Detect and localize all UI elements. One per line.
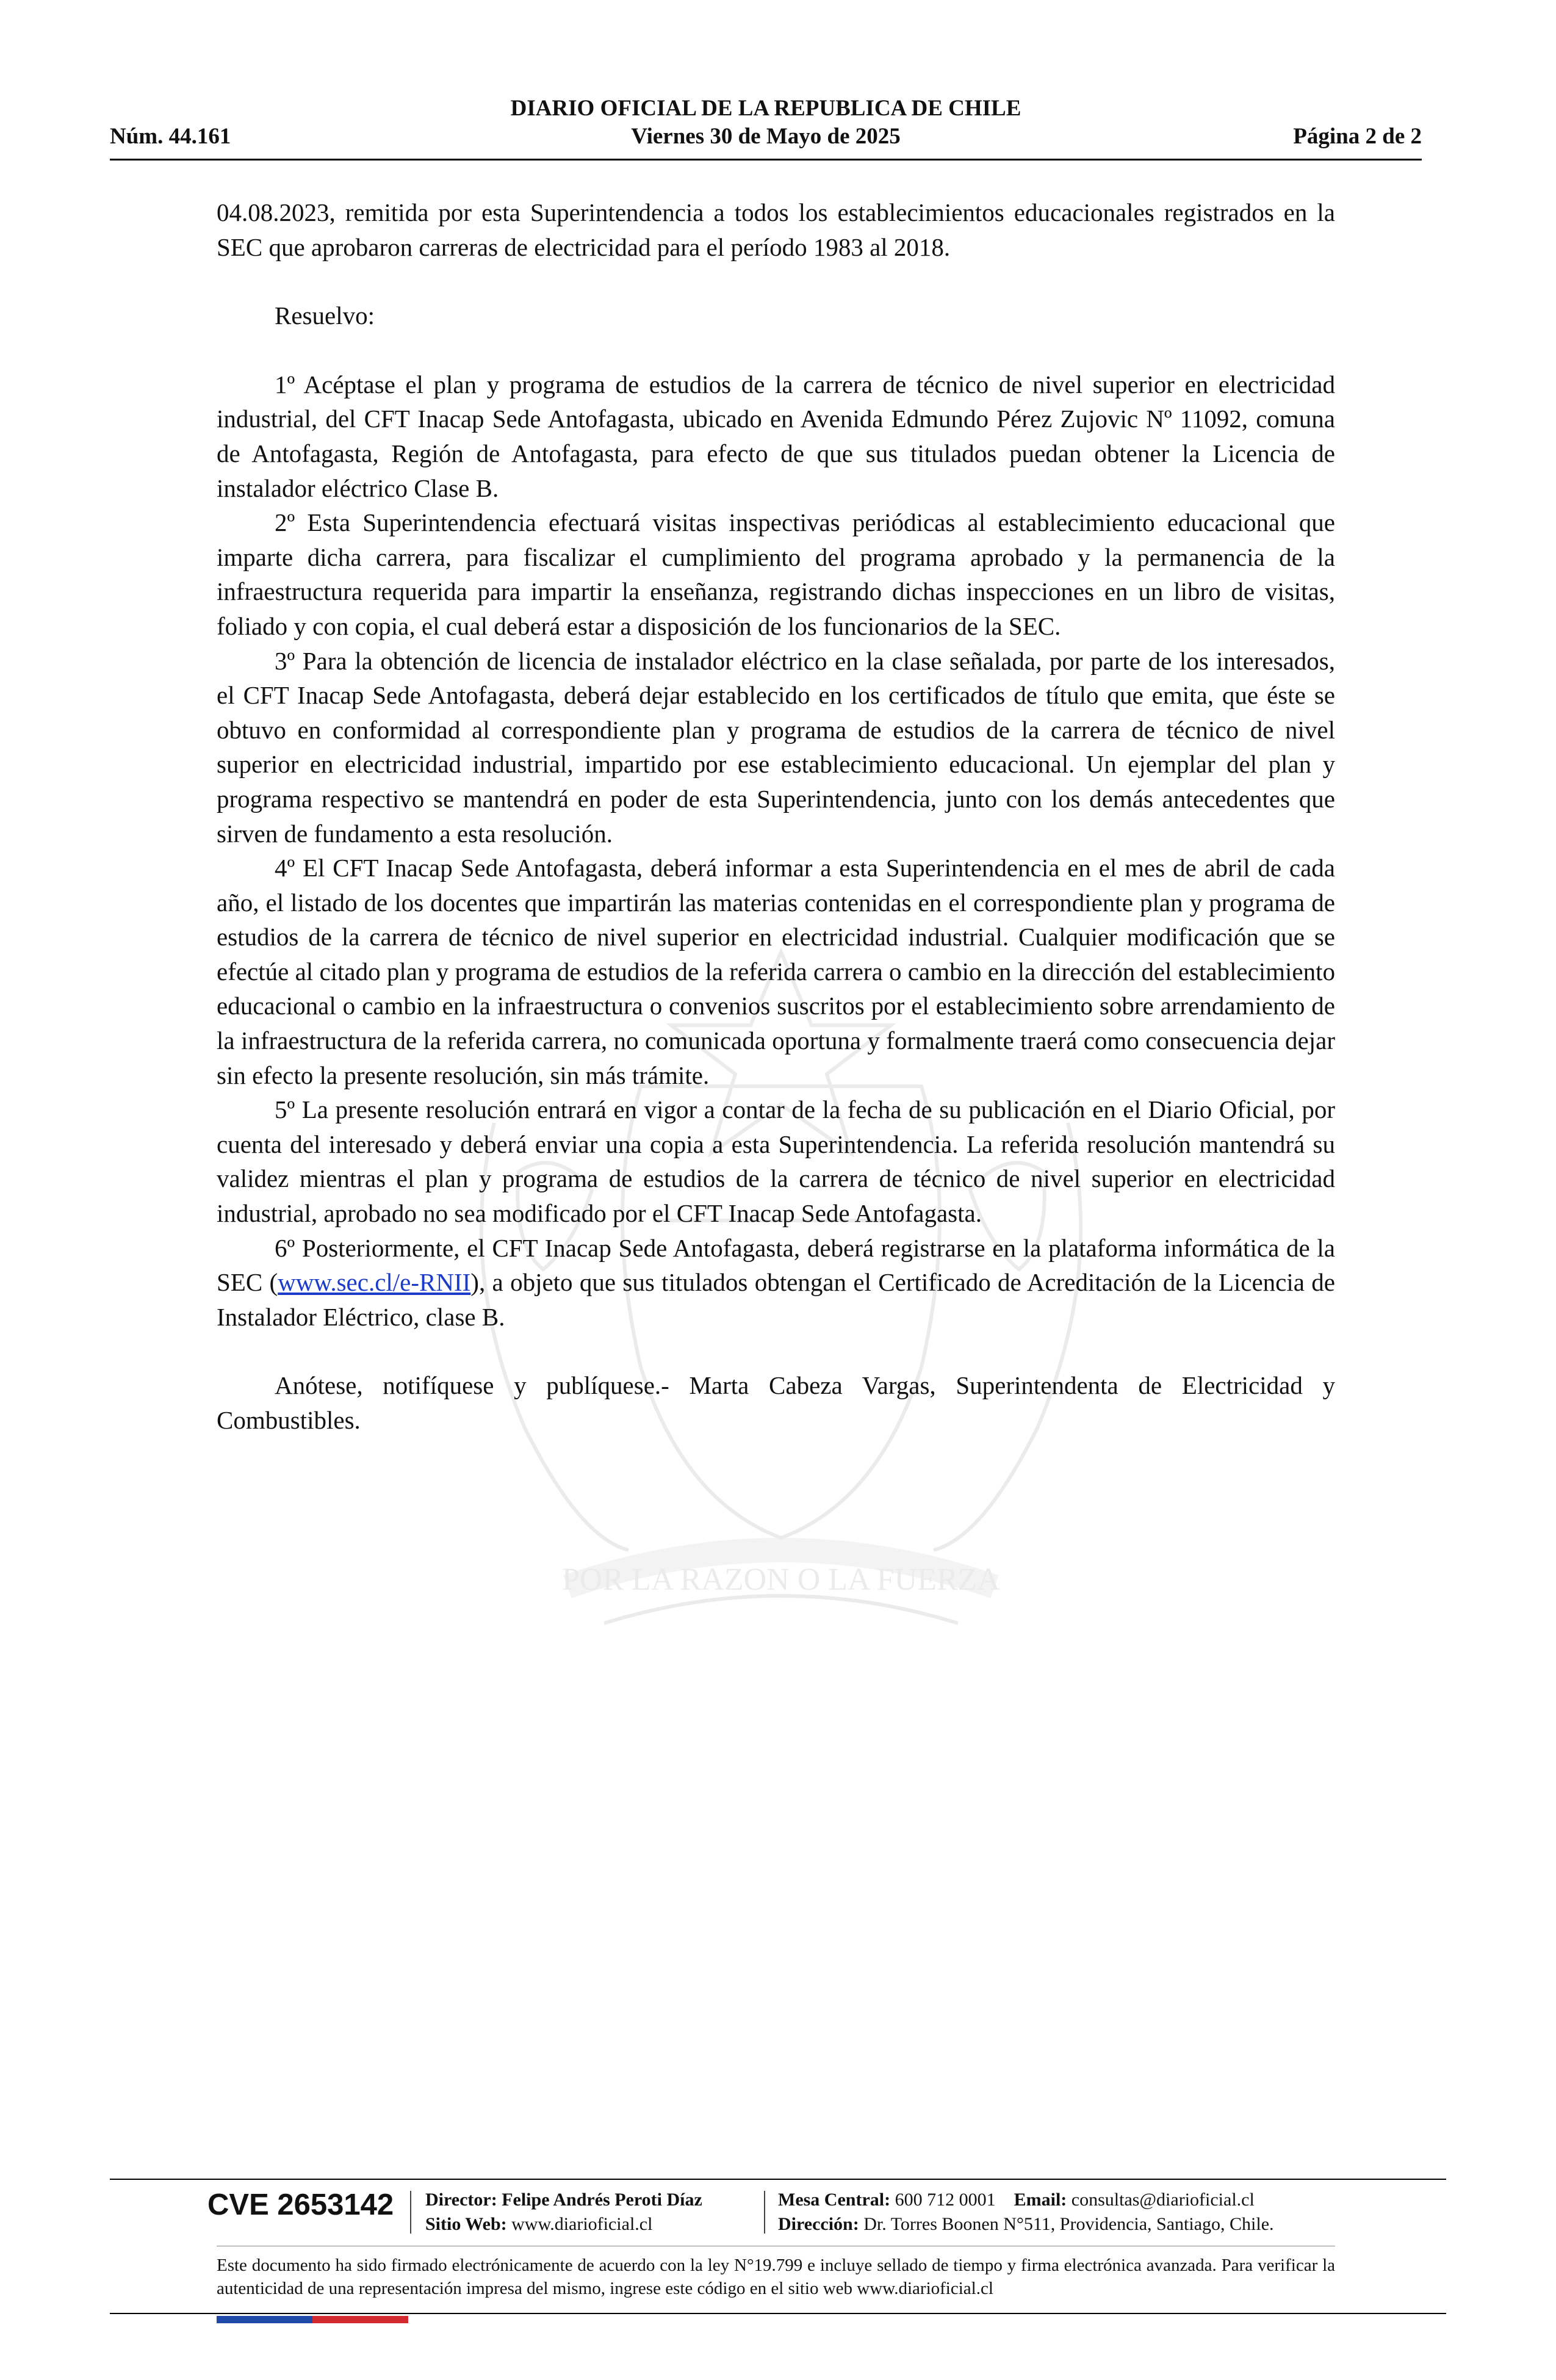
article-6 — [217, 1231, 1335, 1335]
footer-director-block — [425, 2188, 702, 2237]
journal-title: DIARIO OFICIAL DE LA REPUBLICA DE CHILE — [510, 96, 1021, 121]
flag-blue-segment — [217, 2316, 312, 2323]
closing-paragraph: Anótese, notifíquese y publíquese.- Marta Cabeza Vargas, Superintendenta de Electricidad y Combustibles. — [217, 1371, 1335, 1434]
page-header — [110, 92, 1422, 160]
signature-disclaimer: Este documento ha sido firmado electrónicamente de acuerdo con la ley N°19.799 e incluye sellado de tiempo y firma electrónica avanzada. Para verificar la autenticidad de una representación impresa del mismo, ingrese este código en el sitio web www.diarioficial.cl — [217, 2256, 1335, 2298]
cve-code: CVE 2653142 — [207, 2188, 394, 2221]
footer-contact-block — [778, 2188, 1274, 2237]
article-6-text-start: 6º Posteriormente, el CFT Inacap Sede Antofagasta, deberá registrarse en la plataforma informática de la SEC ( — [217, 1233, 1335, 1297]
email-address[interactable]: consultas@diarioficial.cl — [1071, 2190, 1255, 2210]
article-4: 4º El CFT Inacap Sede Antofagasta, deberá informar a esta Superintendencia en el mes de abril de cada año, el listado de los docentes que impartirán las materias contenidas en el correspondiente plan y programa de estudios de la carrera de técnico de nivel superior en electricidad industrial. Cualquier modificación que se efectúe al citado plan y programa de estudios de la referida carrera o cambio en la dirección del establecimiento educacional o cambio en la infraestructura o convenios suscritos por el establecimiento sobre arrendamiento de la infraestructura de la referida carrera, no comunicada oportuna y formalmente traerá como consecuencia dejar sin efecto la presente resolución, sin más trámite. — [217, 854, 1335, 1089]
intro-paragraph: 04.08.2023, remitida por esta Superintendencia a todos los establecimientos educacionales registrados en la SEC que aprobaron carreras de electricidad para el período 1983 al 2018. — [217, 198, 1335, 261]
issue-number: Núm. 44.161 — [110, 124, 231, 149]
site-label: Sitio Web: — [425, 2214, 507, 2234]
director-name: Felipe Andrés Peroti Díaz — [502, 2190, 702, 2210]
article-2: 2º Esta Superintendencia efectuará visitas inspectivas periódicas al establecimiento educacional que imparte dicha carrera, para fiscalizar el cumplimiento del programa aprobado y la permanencia de la infraestructura requerida para impartir la enseñanza, registrando dichas inspecciones en un libro de visitas, foliado y con copia, el cual deberá estar a disposición de los funcionarios de la SEC. — [217, 508, 1335, 640]
article-3: 3º Para la obtención de licencia de instalador eléctrico en la clase señalada, por parte de los interesados, el CFT Inacap Sede Antofagasta, deberá dejar establecido en los certificados de título que emita, que éste se obtuvo en conformidad al correspondiente plan y programa de estudios de la carrera de técnico de nivel superior en electricidad industrial, impartido por ese establecimiento educacional. Un ejemplar del plan y programa respectivo se mantendrá en poder de esta Superintendencia, junto con los demás antecedentes que sirven de fundamento a esta resolución. — [217, 646, 1335, 848]
footer-bottom-divider — [110, 2313, 1446, 2314]
mesa-phone: 600 712 0001 — [895, 2190, 996, 2210]
footer-separator — [410, 2191, 411, 2234]
footer-top-divider — [110, 2179, 1446, 2180]
issue-date: Viernes 30 de Mayo de 2025 — [631, 124, 901, 149]
article-6-text-end: ), a objeto que sus titulados obtengan el Certificado de Acreditación de la Licencia de Instalador Eléctrico, clase B. — [217, 1268, 1335, 1331]
email-label: Email: — [1014, 2190, 1067, 2210]
director-label: Director: — [425, 2190, 497, 2210]
article-5: 5º La presente resolución entrará en vigor a contar de la fecha de su publicación en el Diario Oficial, por cuenta del interesado y deberá enviar una copia a esta Superintendencia. La referida resolución mantendrá su validez mientras el plan y programa de estudios de la carrera de técnico de nivel superior en electricidad industrial, aprobado no sea modificado por el CFT Inacap Sede Antofagasta. — [217, 1095, 1335, 1228]
resolution-body — [217, 195, 1335, 1438]
watermark-motto: POR LA RAZON O LA FUERZA — [562, 1562, 1000, 1597]
flag-red-segment — [312, 2316, 408, 2323]
site-url[interactable]: www.diarioficial.cl — [511, 2214, 653, 2234]
flag-color-bar — [217, 2316, 408, 2323]
address-label: Dirección: — [778, 2214, 859, 2234]
sec-rnii-link[interactable]: www.sec.cl/e-RNII — [278, 1268, 471, 1297]
footer-separator — [764, 2191, 765, 2234]
article-1: 1º Acéptase el plan y programa de estudios de la carrera de técnico de nivel superior en electricidad industrial, del CFT Inacap Sede Antofagasta, ubicado en Avenida Edmundo Pérez Zujovic Nº 11092, comuna de Antofagasta, Región de Antofagasta, para efecto de que sus titulados puedan obtener la Licencia de instalador eléctrico Clase B. — [217, 370, 1335, 502]
resuelvo-heading: Resuelvo: — [275, 301, 375, 330]
page-number: Página 2 de 2 — [1293, 124, 1422, 149]
address-text: Dr. Torres Boonen N°511, Providencia, Santiago, Chile. — [863, 2214, 1274, 2234]
mesa-label: Mesa Central: — [778, 2190, 891, 2210]
